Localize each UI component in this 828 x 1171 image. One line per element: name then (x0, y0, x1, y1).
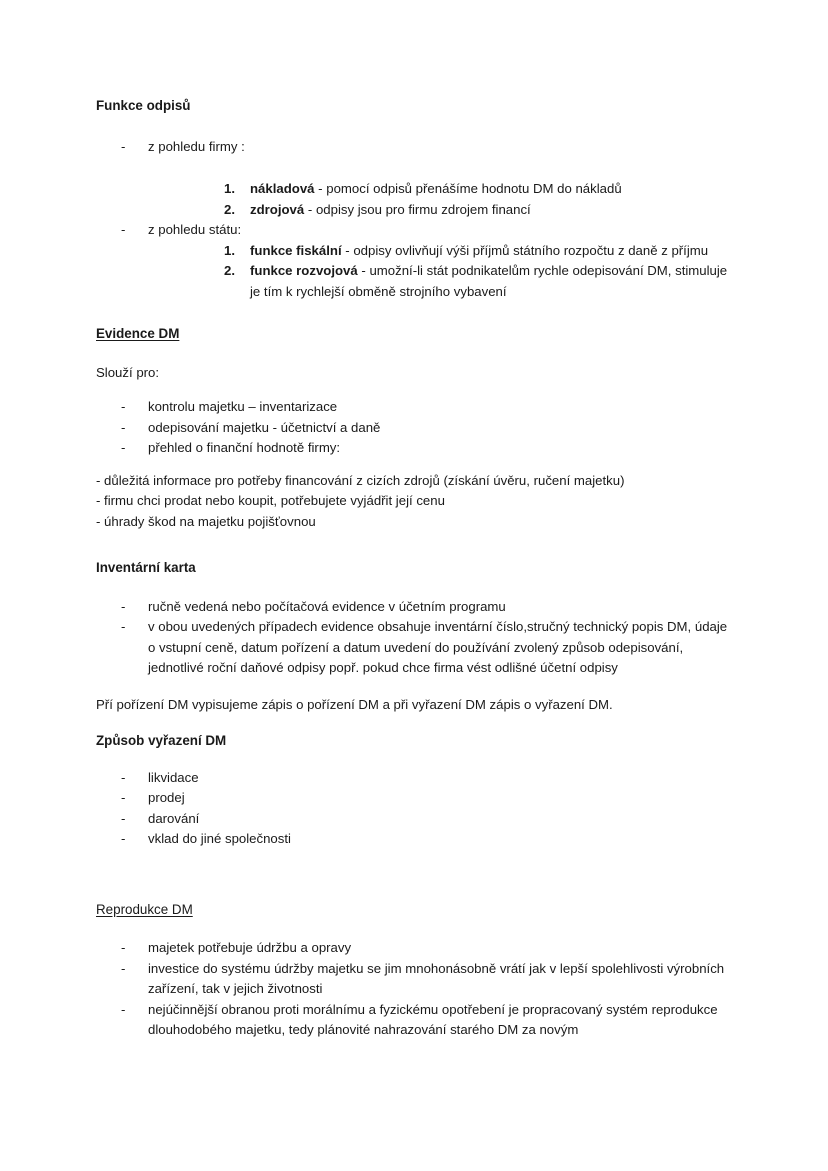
list-item (96, 241, 730, 262)
list-item-text: likvidace (148, 769, 199, 785)
list-item-text: - odpisy ovlivňují výši příjmů státního rozpočtu z daně z příjmu (341, 242, 709, 258)
list-item (96, 768, 730, 789)
evidence-line: - firmu chci prodat nebo koupit, potřebujete vyjádřit její cenu (96, 493, 445, 508)
list-item (96, 959, 730, 1000)
list-item (96, 200, 730, 221)
list-number: 1. (224, 242, 235, 258)
list-item-text: - odpisy jsou pro firmu zdrojem financí (304, 201, 531, 217)
list-inventarni-karta (96, 597, 730, 679)
list-item (96, 137, 730, 158)
evidence-intro: Slouží pro: (96, 364, 160, 380)
list-item-term: funkce rozvojová (250, 263, 358, 278)
list-item (96, 179, 730, 200)
list-item-text: nejúčinnější obranou proti morálnímu a fyzickému opotřebení je propracovaný systém reprodukce dlouhodobého majetku, tedy plánovité nahrazování starého DM za novým (148, 1001, 718, 1037)
list-item (96, 397, 730, 418)
list-reprodukce-dm (96, 938, 730, 1041)
heading-zpusob-vyrazeni-dm: Způsob vyřazení DM (96, 733, 227, 748)
list-item-text: odepisování majetku - účetnictví a daně (148, 419, 381, 435)
list-item-text: kontrolu majetku – inventarizace (148, 399, 338, 414)
list-item (96, 617, 730, 679)
list-item-text: - umožní-li stát podnikatelům rychle odepisování DM, stimuluje je tím k rychlejší obměně strojního vybavení (250, 263, 728, 299)
evidence-dash-lines (96, 471, 730, 533)
list-pohled-statu (96, 220, 730, 241)
list-item (96, 418, 730, 439)
list-item-text: investice do systému údržby majetku se jim mnohonásobně vrátí jak v lepší spolehlivosti výrobních zařízení, tak v jejich životnosti (148, 960, 725, 996)
list-item-term: funkce fiskální (250, 242, 342, 258)
list-item (96, 829, 730, 850)
list-zpusob-vyrazeni (96, 768, 730, 850)
inventarni-closing-paragraph: Pří pořízení DM vypisujeme zápis o pořízení DM a při vyřazení DM zápis o vyřazení DM. (96, 696, 613, 712)
list-item-text: prodej (148, 790, 185, 805)
list-item-text: majetek potřebuje údržbu a opravy (148, 940, 352, 955)
list-item (96, 788, 730, 809)
list-item-text: přehled o finanční hodnotě firmy: (148, 440, 341, 455)
list-item (96, 220, 730, 241)
bullet-firmy-label: z pohledu firmy : (148, 138, 245, 154)
list-number: 1. (224, 181, 235, 196)
list-item (96, 261, 730, 302)
list-item-text: ručně vedená nebo počítačová evidence v účetním programu (148, 598, 506, 614)
list-number: 2. (224, 263, 235, 278)
bullet-statu-label: z pohledu státu: (148, 222, 242, 237)
list-item-term: nákladová (250, 181, 315, 196)
list-item (96, 1000, 730, 1041)
evidence-line: - důležitá informace pro potřeby financování z cizích zdrojů (získání úvěru, ručení majetku) (96, 472, 625, 488)
list-item-text: - pomocí odpisů přenášíme hodnotu DM do nákladů (314, 181, 622, 196)
list-number: 2. (224, 201, 235, 217)
list-item-text: vklad do jiné společnosti (148, 831, 291, 846)
list-item-term: zdrojová (250, 201, 305, 217)
list-item-text: darování (148, 810, 200, 826)
numbered-list-statu (96, 241, 730, 303)
list-item (96, 938, 730, 959)
heading-reprodukce-dm: Reprodukce DM (96, 901, 193, 917)
list-item (96, 809, 730, 830)
heading-inventarni-karta: Inventární karta (96, 560, 196, 575)
numbered-list-firmy (96, 179, 730, 220)
list-item-text: v obou uvedených případech evidence obsahuje inventární číslo,stručný technický popis DM, údaje o vstupní ceně, datum pořízení a datum uvedení do používání zvolený způsob odepisování, jednotlivé roční daňové odpisy popř. pokud chce firma vést odlišné účetní odpisy (148, 619, 728, 675)
list-evidence-dm (96, 397, 730, 459)
list-item (96, 597, 730, 618)
list-pohled-firmy (96, 137, 730, 158)
list-item (96, 438, 730, 459)
heading-funkce-odpisu: Funkce odpisů (96, 98, 191, 113)
heading-evidence-dm: Evidence DM (96, 326, 180, 341)
evidence-line: - úhrady škod na majetku pojišťovnou (96, 513, 316, 529)
